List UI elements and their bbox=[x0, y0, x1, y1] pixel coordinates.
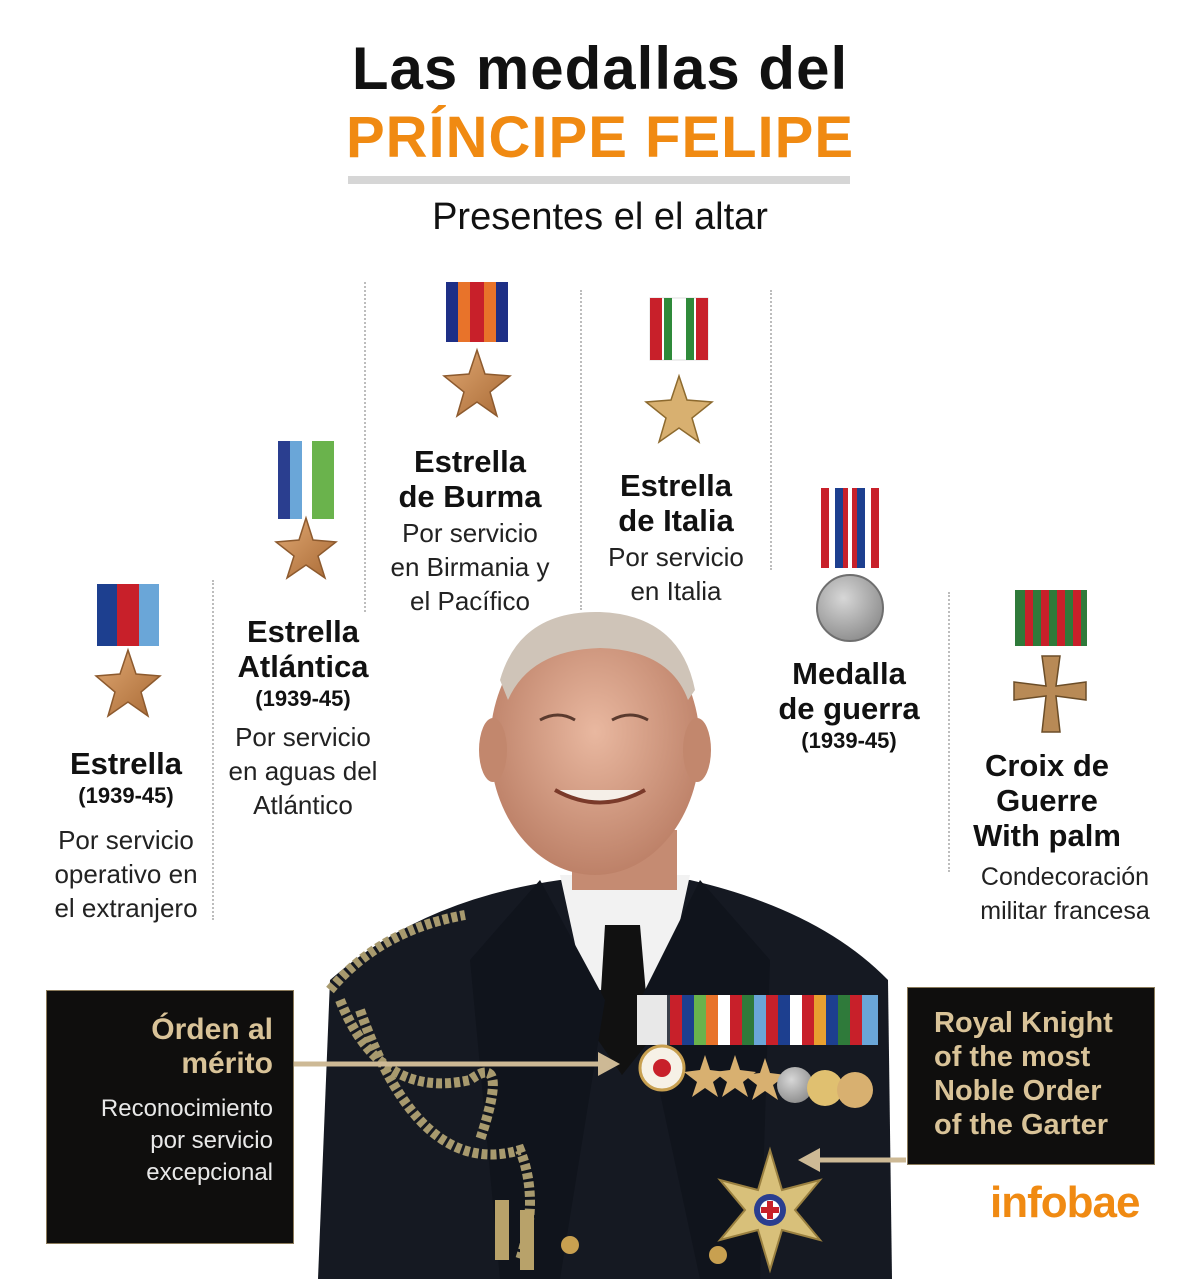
medal-croix-de-guerre-icon bbox=[1014, 590, 1087, 732]
medal-card bbox=[40, 746, 212, 925]
medal-description: Por servicio operativo en el extranjero bbox=[54, 825, 198, 923]
medal-estrella-atlantica-icon bbox=[276, 441, 336, 578]
medal-name: Estrella de Italia bbox=[618, 468, 734, 538]
medal-description: Por servicio en Italia bbox=[608, 542, 744, 606]
medal-medalla-guerra-icon bbox=[817, 488, 883, 641]
medal-card bbox=[764, 656, 934, 756]
medal-description: Por servicio en aguas del Atlántico bbox=[228, 722, 378, 820]
medal-name: Estrella bbox=[69, 746, 182, 781]
medal-estrella-1939-45-icon bbox=[96, 584, 160, 716]
medal-card bbox=[962, 748, 1132, 853]
medal-name: Croix de Guerre With palm bbox=[973, 748, 1121, 853]
medal-name: Estrella de Burma bbox=[398, 444, 542, 514]
medal-card bbox=[586, 468, 766, 608]
infobae-logo: infobae bbox=[990, 1178, 1140, 1227]
callout-order-of-merit bbox=[46, 990, 294, 1244]
medal-estrella-burma-icon bbox=[444, 282, 510, 416]
medal-card bbox=[374, 444, 566, 618]
callout-order-of-garter bbox=[907, 987, 1155, 1165]
title-line-2: PRÍNCIPE FELIPE bbox=[345, 105, 855, 170]
callout-title: Órden al mérito bbox=[151, 1013, 273, 1080]
medal-years: (1939-45) bbox=[255, 686, 351, 711]
medal-description: Condecoración militar francesa bbox=[980, 863, 1150, 925]
medal-estrella-italia-icon bbox=[646, 298, 712, 442]
title-line-1: Las medallas del bbox=[351, 35, 849, 102]
subtitle: Presentes el el altar bbox=[432, 196, 768, 238]
medal-years: (1939-45) bbox=[801, 728, 897, 753]
medal-name: Estrella Atlántica bbox=[237, 614, 369, 684]
medal-years: (1939-45) bbox=[78, 783, 174, 808]
medal-card bbox=[218, 614, 388, 822]
callout-description: Reconocimiento por servicio excepcional bbox=[100, 1095, 273, 1186]
callout-title: Royal Knight of the most Noble Order of the Garter bbox=[934, 1007, 1113, 1141]
medal-name: Medalla de guerra bbox=[778, 656, 920, 726]
medal-description: Por servicio en Birmania y el Pacífico bbox=[390, 518, 550, 616]
